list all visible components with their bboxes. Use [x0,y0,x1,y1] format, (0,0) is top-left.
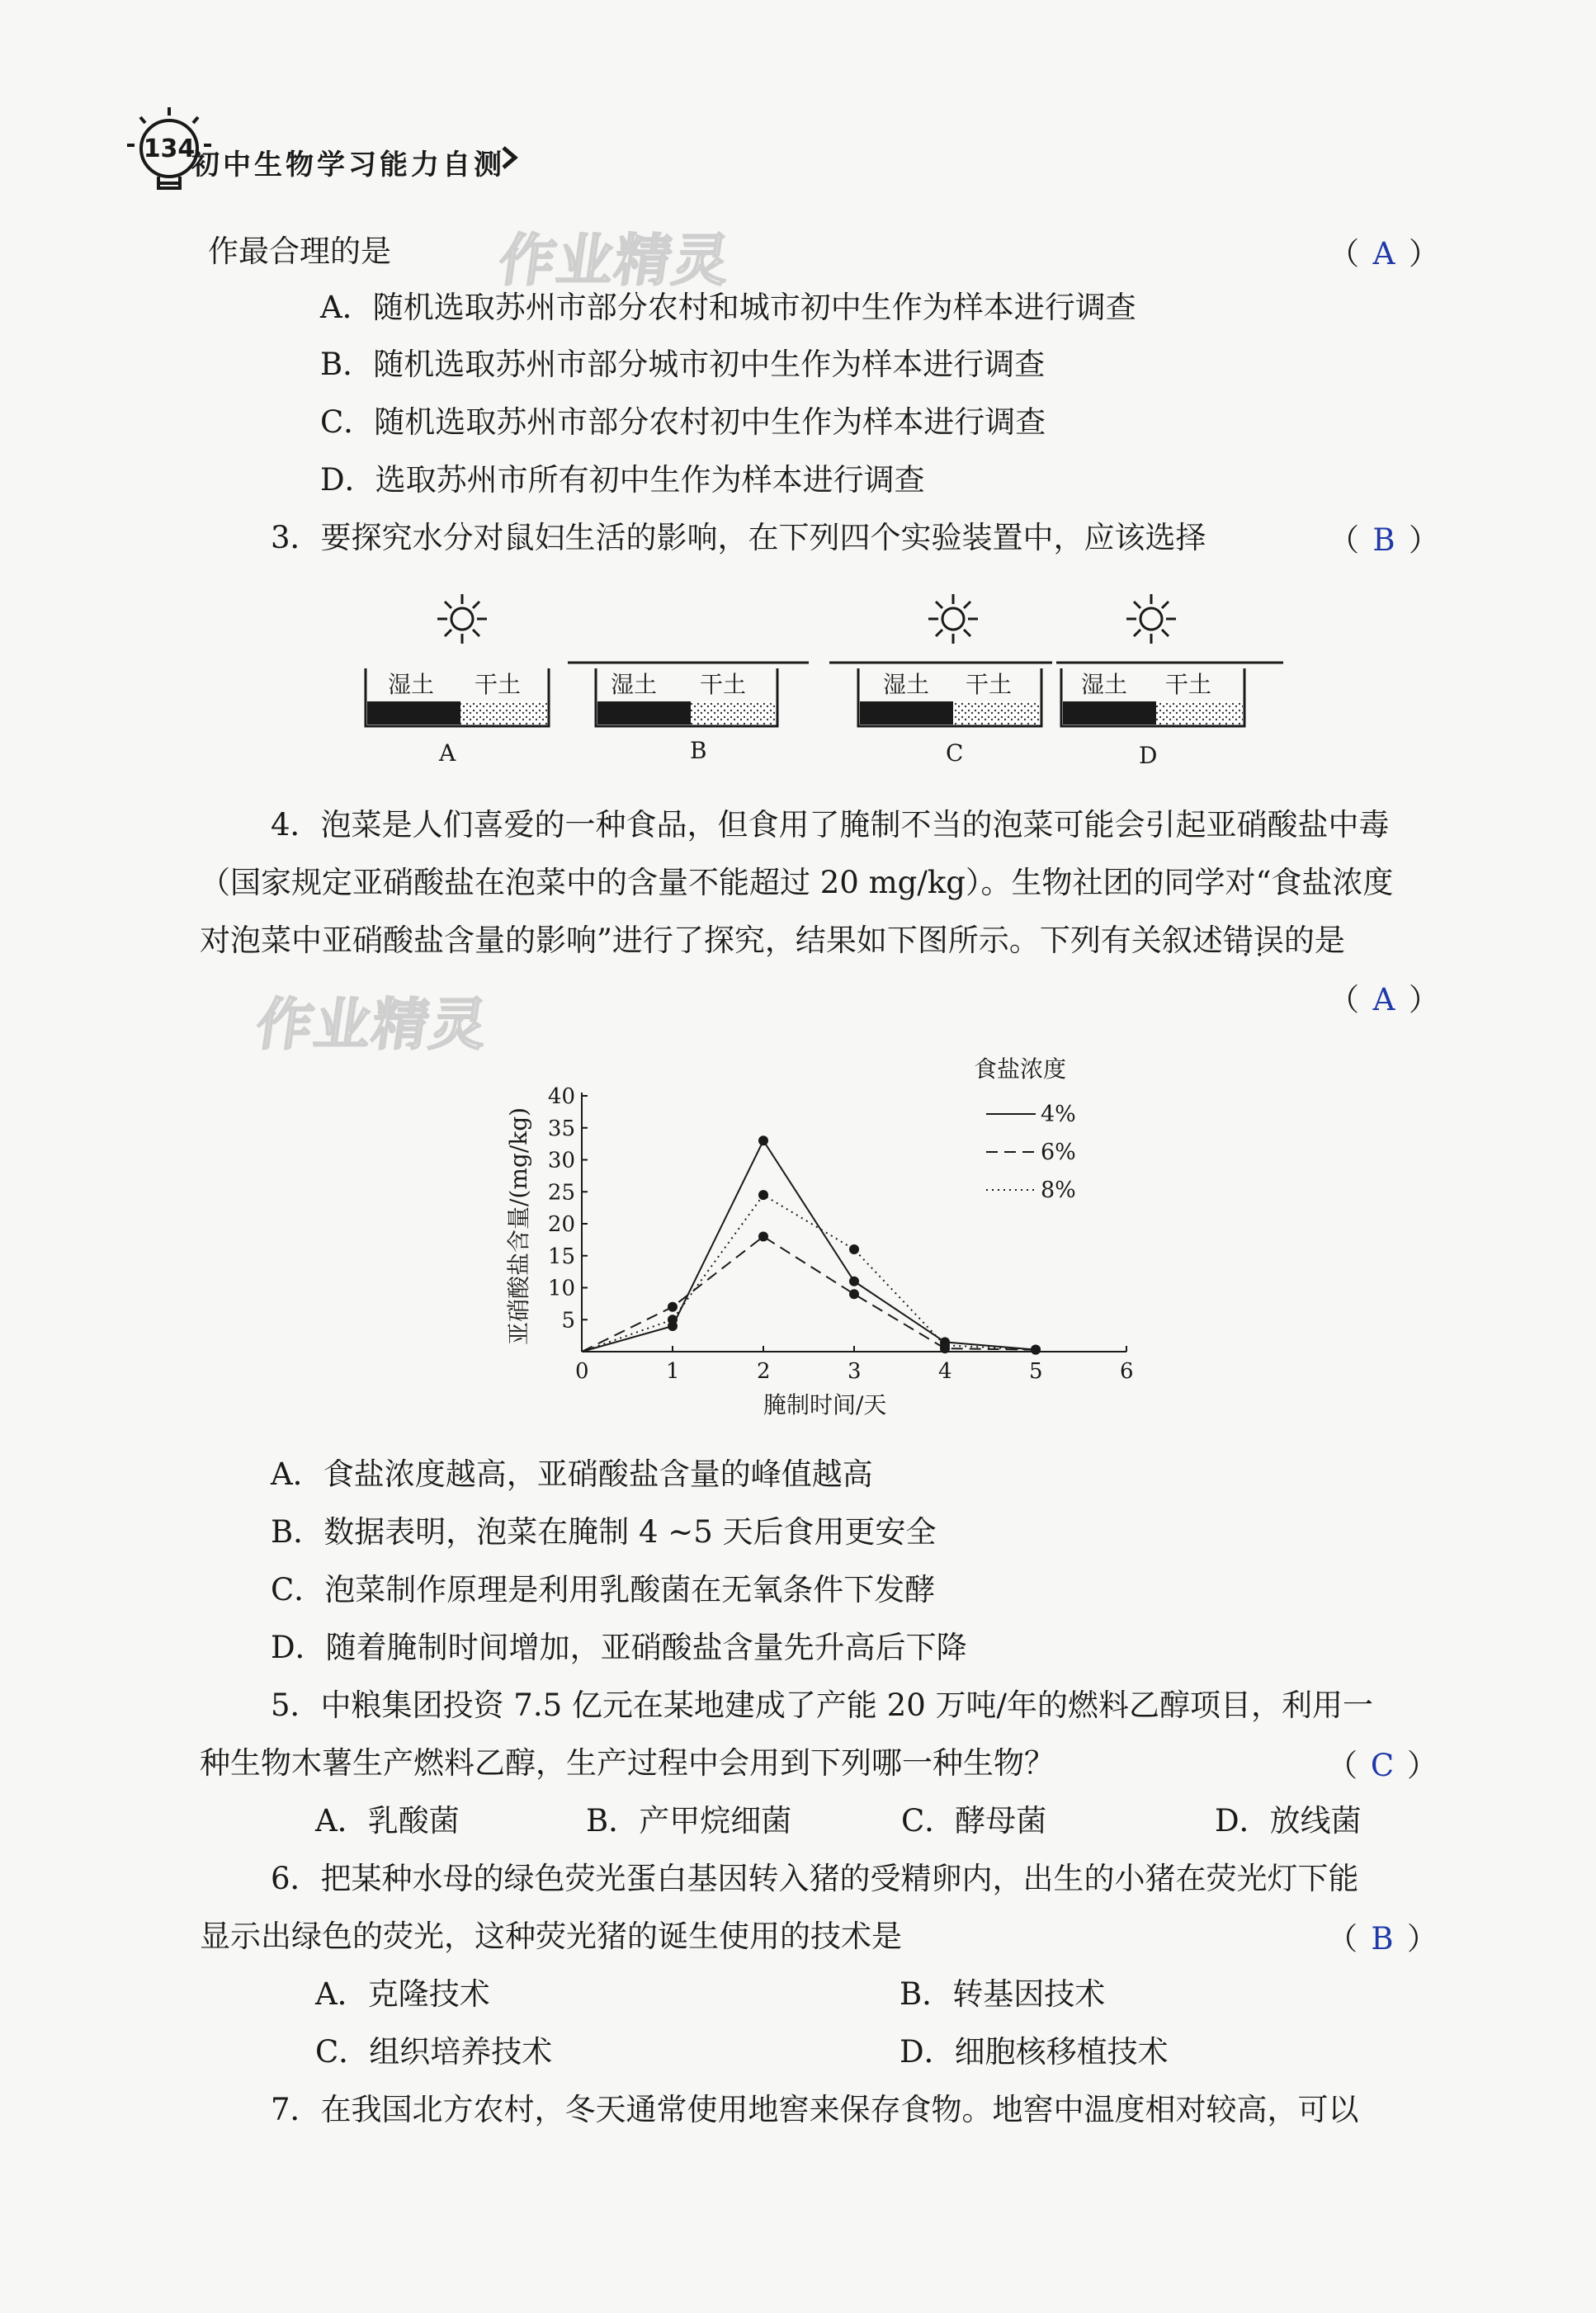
sun-icon [1126,594,1176,644]
data-point [668,1315,678,1324]
data-point [849,1277,859,1286]
x-tick-label: 0 [575,1359,589,1384]
data-point [940,1340,950,1350]
x-tick-label: 6 [1120,1359,1134,1384]
q4-option-b: B．数据表明，泡菜在腌制 4 ~5 天后食用更安全 [271,1514,937,1550]
data-point [849,1289,859,1299]
chart-axes [582,1093,1126,1352]
q4-line-3 [200,920,1345,961]
legend-label-4%: 4% [1041,1102,1076,1127]
y-tick-label: 15 [547,1244,575,1269]
q6-line-1: 6．把某种水母的绿色荧光蛋白基因转入猪的受精卵内，出生的小猪在荧光灯下能 [271,1861,1359,1896]
y-tick-label: 30 [547,1148,575,1173]
chart-xlabel: 腌制时间/天 [763,1391,887,1418]
q5-line-2: 种生物木薯生产燃料乙醇，生产过程中会用到下列哪一种生物？ [200,1745,1055,1781]
device-d-wet-label: 湿土 [1081,671,1128,698]
series-line-6% [582,1237,1036,1352]
device-d-dry-label: 干土 [1165,671,1212,698]
y-tick-label: 10 [547,1276,575,1301]
q5-answer: （ C ） [1327,1745,1438,1787]
x-tick-label: 4 [938,1359,952,1384]
q2-answer-letter: A [1372,236,1395,271]
q6-line-2: 显示出绿色的荧光，这种荧光猪的诞生使用的技术是 [200,1919,902,1954]
q5-answer-letter: C [1370,1748,1395,1783]
data-point [758,1135,768,1145]
q4-emphasis-word: 错误 • • [1223,923,1284,958]
q2-stem-tail: 作最合理的是 [208,234,391,269]
nitrite-chart [495,1040,1155,1428]
device-c-label: C [946,739,964,767]
device-b-wet-label: 湿土 [611,671,658,698]
q5-option-a: A．乳酸菌 [315,1803,460,1839]
q3-stem: 3．要探究水分对鼠妇生活的影响，在下列四个实验装置中，应该选择 [271,520,1206,555]
chart-ylabel: 亚硝酸盐含量/(mg/kg) [505,1107,532,1345]
q4-line-3-post: 的是 [1283,923,1345,958]
data-point [758,1190,768,1200]
device-d-label: D [1139,742,1158,769]
q3-answer: （ B ） [1329,520,1439,561]
q2-option-a: A．随机选取苏州市部分农村和城市初中生作为样本进行调查 [320,290,1136,325]
legend-label-6%: 6% [1041,1140,1076,1165]
device-c [829,594,1052,726]
y-tick-label: 5 [561,1308,575,1334]
legend-label-8%: 8% [1041,1178,1076,1203]
x-tick-label: 1 [666,1359,680,1384]
q2-option-d: D．选取苏州市所有初中生作为样本进行调查 [320,462,925,498]
q4-line-3-pre: 对泡菜中亚硝酸盐含量的影响”进行了探究，结果如下图所示。下列有关叙述 [200,923,1223,958]
q2-option-b: B．随机选取苏州市部分城市初中生作为样本进行调查 [320,347,1046,382]
series-line-8% [582,1195,1036,1352]
q2-option-c: C．随机选取苏州市部分农村初中生作为样本进行调查 [320,404,1046,440]
q6-option-b: B．转基因技术 [900,1976,1106,2012]
watermark: 作业精灵 [494,229,735,294]
device-a-dry-label: 干土 [475,671,522,698]
q5-option-b: B．产甲烷细菌 [586,1803,792,1839]
q4-option-a: A．食盐浓度越高，亚硝酸盐含量的峰值越高 [271,1456,873,1492]
device-c-dry-label: 干土 [966,671,1013,698]
x-tick-label: 2 [757,1359,771,1384]
q5-option-d: D．放线菌 [1215,1803,1362,1839]
y-tick-label: 20 [547,1212,575,1237]
q6-option-c: C．组织培养技术 [315,2034,553,2070]
device-b-label: B [690,737,707,764]
x-tick-label: 3 [848,1359,862,1384]
sun-icon [928,594,978,644]
q4-option-c: C．泡菜制作原理是利用乳酸菌在无氧条件下发酵 [271,1572,936,1607]
q6-option-d: D．细胞核移植技术 [900,2034,1169,2070]
chevron-right-icon [500,145,520,170]
device-b-dry-label: 干土 [700,671,747,698]
q6-answer-letter: B [1371,1921,1394,1957]
y-tick-label: 25 [547,1180,575,1206]
data-point [849,1244,859,1254]
q4-line-1: 4．泡菜是人们喜爱的一种食品，但食用了腌制不当的泡菜可能会引起亚硝酸盐中毒 [271,807,1390,843]
q5-line-1: 5．中粮集团投资 7.5 亿元在某地建成了产能 20 万吨/年的燃料乙醇项目，利用一 [271,1688,1373,1723]
data-point [758,1232,768,1242]
data-point [1031,1345,1041,1355]
q4-answer: （ A ） [1329,979,1439,1021]
data-point [668,1302,678,1312]
q6-answer: （ B ） [1327,1919,1438,1960]
y-tick-label: 35 [547,1116,575,1141]
q4-option-d: D．随着腌制时间增加，亚硝酸盐含量先升高后下降 [271,1630,967,1665]
q6-option-a: A．克隆技术 [315,1976,490,2012]
q3-answer-letter: B [1372,522,1395,558]
q7-line-1: 7．在我国北方农村，冬天通常使用地窖来保存食物。地窖中温度相对较高，可以 [271,2092,1359,2127]
device-a-wet-label: 湿土 [388,671,435,698]
q5-option-c: C．酵母菌 [901,1803,1047,1839]
device-c-wet-label: 湿土 [883,671,930,698]
page-number: 134 [143,135,196,163]
q4-answer-letter: A [1372,982,1395,1017]
device-d [1056,594,1283,726]
watermark: 作业精灵 [252,993,493,1058]
device-a [366,594,549,726]
y-tick-label: 40 [547,1084,575,1109]
x-tick-label: 5 [1029,1359,1043,1384]
q4-line-2: （国家规定亚硝酸盐在泡菜中的含量不能超过 20 mg/kg）。生物社团的同学对“食盐浓度 [200,865,1394,900]
device-b [568,663,809,726]
legend-title: 食盐浓度 [974,1055,1067,1083]
q2-answer: （ A ） [1329,234,1439,275]
book-title: 初中生物学习能力自测 [191,149,505,182]
device-a-label: A [439,739,456,767]
series-line-4% [582,1140,1036,1352]
sun-icon [437,594,487,644]
